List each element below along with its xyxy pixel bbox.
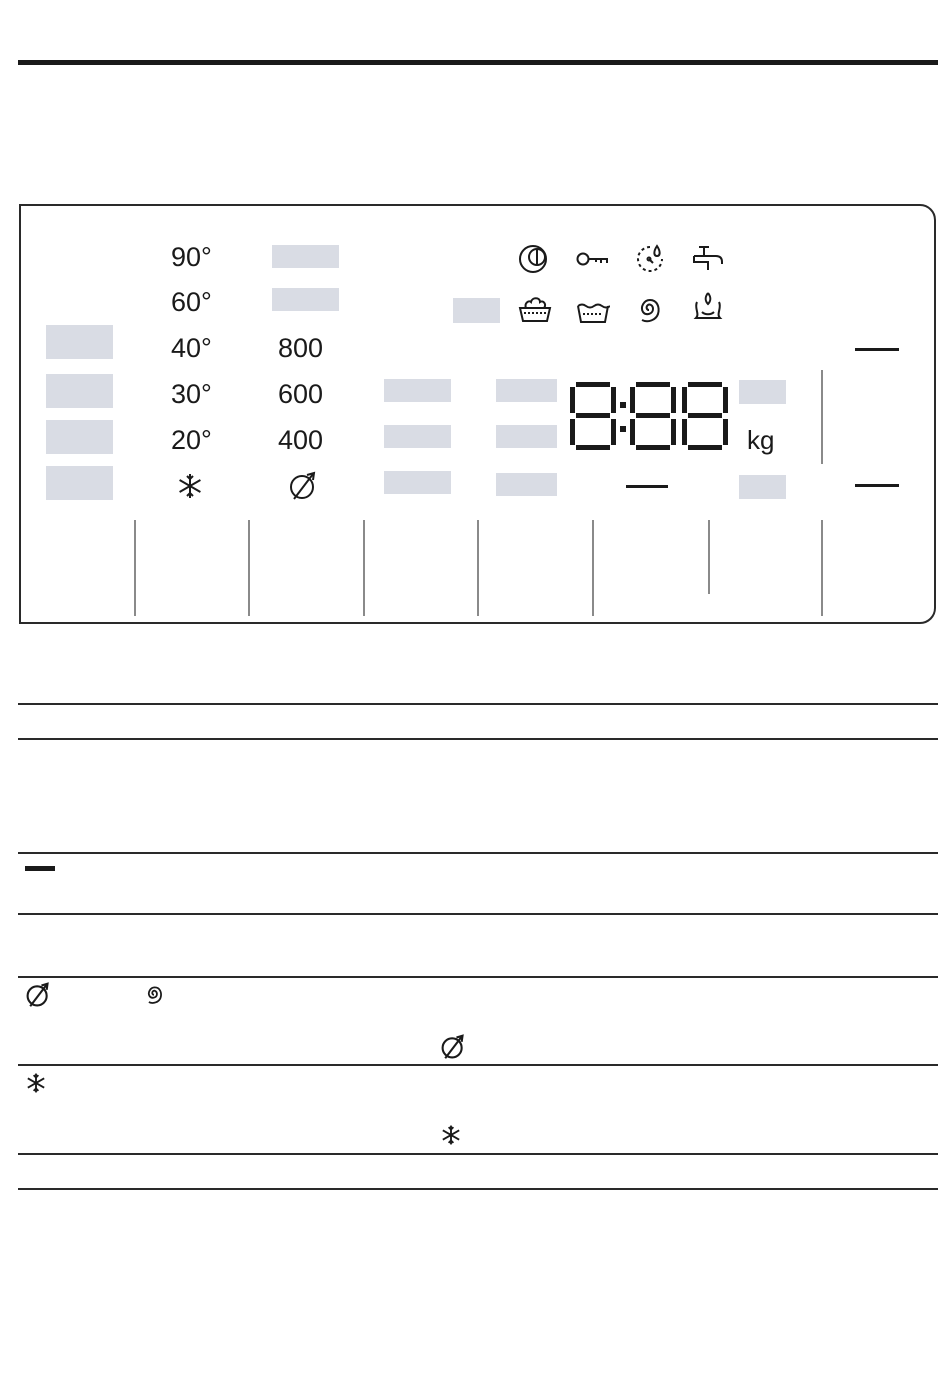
button-divider [708, 520, 710, 594]
spin-400: 400 [278, 425, 324, 455]
table-rule [18, 1153, 938, 1155]
spin-spiral-icon [634, 293, 664, 325]
placeholder-box [496, 425, 557, 448]
table-rule [18, 913, 938, 915]
top-rule [18, 60, 938, 65]
temp-60: 60° [171, 287, 212, 317]
temp-20: 20° [171, 425, 212, 455]
steam-icon [692, 290, 724, 324]
table-rule [18, 976, 938, 978]
drop-timer-icon [634, 243, 666, 275]
spin-600: 600 [278, 379, 324, 409]
placeholder-box [739, 380, 786, 404]
basin-wash-icon [576, 300, 610, 324]
placeholder-box [272, 288, 339, 311]
placeholder-box [496, 473, 557, 496]
placeholder-box [384, 471, 451, 494]
snowflake-icon [440, 1124, 462, 1146]
button-divider [592, 520, 594, 616]
tub-bubbles-icon [518, 292, 552, 324]
placeholder-box [272, 245, 339, 268]
button-divider [134, 520, 136, 616]
placeholder-box [384, 425, 451, 448]
temp-40: 40° [171, 333, 212, 363]
digital-readout [570, 382, 728, 450]
table-rule [18, 852, 938, 854]
table-rule [18, 1064, 938, 1066]
snowflake-icon [25, 1072, 47, 1094]
table-rule [18, 1188, 938, 1190]
dash-indicator [855, 348, 899, 351]
no-spin-icon [440, 1034, 466, 1060]
button-divider [363, 520, 365, 616]
placeholder-box [453, 298, 500, 323]
button-divider [821, 520, 823, 616]
key-lock-icon [576, 250, 610, 268]
tap-icon [692, 244, 724, 274]
spin-800: 800 [278, 333, 324, 363]
placeholder-box [739, 475, 786, 499]
dash-indicator [626, 485, 668, 488]
placeholder-box [46, 420, 113, 454]
no-spin-icon [25, 982, 51, 1008]
dash-indicator [855, 484, 899, 487]
no-spin-icon [288, 471, 318, 501]
placeholder-box [46, 466, 113, 500]
drum-clean-icon [518, 243, 552, 275]
button-divider [477, 520, 479, 616]
weight-unit: kg [747, 425, 775, 455]
placeholder-box [46, 374, 113, 408]
temp-30: 30° [171, 379, 212, 409]
divider [821, 370, 823, 464]
temp-90: 90° [171, 242, 212, 272]
dash-icon [25, 866, 55, 871]
placeholder-box [496, 379, 557, 402]
button-divider [248, 520, 250, 616]
placeholder-box [46, 325, 113, 359]
placeholder-box [384, 379, 451, 402]
table-rule [18, 738, 938, 740]
spin-spiral-icon [143, 982, 165, 1006]
table-rule [18, 703, 938, 705]
snowflake-icon [176, 472, 204, 500]
